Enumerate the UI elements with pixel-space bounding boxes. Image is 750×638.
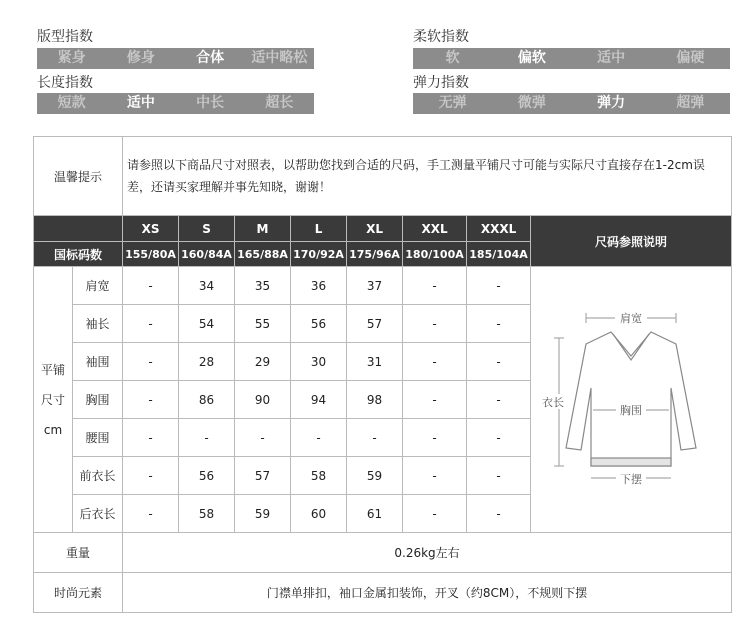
- elasticity-option-selected: 弹力: [597, 95, 626, 111]
- cell: -: [123, 495, 179, 533]
- cell: -: [403, 267, 467, 305]
- tip-label: 温馨提示: [34, 137, 123, 216]
- garment-sketch-cell: [531, 267, 732, 533]
- fit-option: 适中略松: [251, 50, 308, 66]
- softness-option-selected: 偏软: [517, 50, 546, 66]
- style-label: 时尚元素: [34, 573, 123, 613]
- measure-name: 胸围: [73, 381, 123, 419]
- measure-name: 袖围: [73, 343, 123, 381]
- size-header: XXXL: [467, 216, 531, 242]
- size-header: L: [291, 216, 347, 242]
- cell: -: [467, 381, 531, 419]
- fit-option: 修身: [126, 50, 155, 66]
- measure-name: 肩宽: [73, 267, 123, 305]
- cell: 59: [235, 495, 291, 533]
- sketch-shoulder-label: 肩宽: [620, 312, 643, 325]
- size-reference-label: 尺码参照说明: [531, 216, 732, 267]
- cell: 58: [179, 495, 235, 533]
- cell: -: [291, 419, 347, 457]
- cell: -: [123, 267, 179, 305]
- size-header: XXL: [403, 216, 467, 242]
- size-header: XS: [123, 216, 179, 242]
- cell: -: [123, 419, 179, 457]
- style-value: 门襟单排扣，袖口金属扣装饰，开叉（约8CM），不规则下摆: [123, 573, 732, 613]
- cell: -: [123, 381, 179, 419]
- elasticity-index-title: 弹力指数: [413, 75, 469, 91]
- measure-name: 前衣长: [73, 457, 123, 495]
- cell: 54: [179, 305, 235, 343]
- sketch-hem-label: 下摆: [620, 473, 643, 486]
- cell: -: [467, 343, 531, 381]
- length-option: 中长: [196, 95, 225, 111]
- size-chart-table: [33, 136, 732, 613]
- measure-name: 腰围: [73, 419, 123, 457]
- cell: 98: [347, 381, 403, 419]
- softness-option: 偏硬: [676, 50, 705, 66]
- cell: -: [123, 343, 179, 381]
- cell: -: [403, 343, 467, 381]
- elasticity-option: 无弹: [438, 95, 467, 111]
- size-header-blank: [34, 216, 123, 242]
- national-size: 165/88A: [235, 242, 291, 267]
- elasticity-option: 微弹: [517, 95, 546, 111]
- fit-index-bar: [37, 48, 314, 69]
- national-size: 180/100A: [403, 242, 467, 267]
- sketch-chest-label: 胸围: [620, 404, 643, 417]
- cell: -: [123, 305, 179, 343]
- cell: -: [179, 419, 235, 457]
- cell: 31: [347, 343, 403, 381]
- weight-label: 重量: [34, 533, 123, 573]
- cell: 86: [179, 381, 235, 419]
- tip-text: 请参照以下商品尺寸对照表，以帮助您找到合适的尺码，手工测量平铺尺寸可能与实际尺寸直接存在1-2cm误差，还请买家理解并事先知晓，谢谢！: [123, 137, 732, 216]
- cell: 90: [235, 381, 291, 419]
- cell: 34: [179, 267, 235, 305]
- measure-name: 袖长: [73, 305, 123, 343]
- cell: 55: [235, 305, 291, 343]
- cell: 57: [347, 305, 403, 343]
- cell: 60: [291, 495, 347, 533]
- national-size: 175/96A: [347, 242, 403, 267]
- cell: -: [467, 457, 531, 495]
- length-option: 超长: [265, 95, 294, 111]
- cell: 59: [347, 457, 403, 495]
- cell: 36: [291, 267, 347, 305]
- cell: 56: [179, 457, 235, 495]
- cell: -: [467, 305, 531, 343]
- cell: -: [403, 381, 467, 419]
- elasticity-index-bar: [413, 93, 730, 114]
- cell: 57: [235, 457, 291, 495]
- softness-index-bar: [413, 48, 730, 69]
- flat-label-line: 平铺: [40, 362, 65, 377]
- national-size: 155/80A: [123, 242, 179, 267]
- length-option: 短款: [57, 95, 86, 111]
- cell: -: [467, 495, 531, 533]
- cell: -: [403, 305, 467, 343]
- cell: 56: [291, 305, 347, 343]
- length-option-selected: 适中: [126, 95, 155, 111]
- cell: 35: [235, 267, 291, 305]
- cell: -: [403, 419, 467, 457]
- national-size: 185/104A: [467, 242, 531, 267]
- flat-label-line: 尺寸: [40, 392, 65, 407]
- cell: -: [123, 457, 179, 495]
- cell: -: [467, 419, 531, 457]
- cell: -: [235, 419, 291, 457]
- fit-option-selected: 合体: [196, 50, 225, 66]
- cell: -: [403, 457, 467, 495]
- cell: 28: [179, 343, 235, 381]
- cell: 37: [347, 267, 403, 305]
- size-header: M: [235, 216, 291, 242]
- softness-option: 软: [445, 50, 460, 66]
- softness-index-title: 柔软指数: [413, 29, 469, 45]
- cell: 30: [291, 343, 347, 381]
- national-size: 160/84A: [179, 242, 235, 267]
- softness-option: 适中: [597, 50, 626, 66]
- fit-index-title: 版型指数: [37, 29, 93, 45]
- size-header: XL: [347, 216, 403, 242]
- size-header: S: [179, 216, 235, 242]
- cell: -: [403, 495, 467, 533]
- measure-name: 后衣长: [73, 495, 123, 533]
- weight-value: 0.26kg左右: [123, 533, 732, 573]
- cell: -: [467, 267, 531, 305]
- cell: 58: [291, 457, 347, 495]
- elasticity-option: 超弹: [676, 95, 705, 111]
- cell: 29: [235, 343, 291, 381]
- flat-size-label: [34, 267, 73, 533]
- cell: 61: [347, 495, 403, 533]
- table-row: [34, 267, 732, 305]
- flat-label-line: cm: [43, 422, 63, 437]
- national-size: 170/92A: [291, 242, 347, 267]
- length-index-title: 长度指数: [37, 75, 93, 91]
- sweater-sketch: [531, 298, 731, 498]
- cell: 94: [291, 381, 347, 419]
- weight-row: [34, 533, 732, 573]
- cell: -: [347, 419, 403, 457]
- length-index-bar: [37, 93, 314, 114]
- style-row: [34, 573, 732, 613]
- sketch-length-label: 衣长: [542, 396, 565, 409]
- fit-option: 紧身: [57, 50, 86, 66]
- national-size-label: 国标码数: [34, 242, 123, 267]
